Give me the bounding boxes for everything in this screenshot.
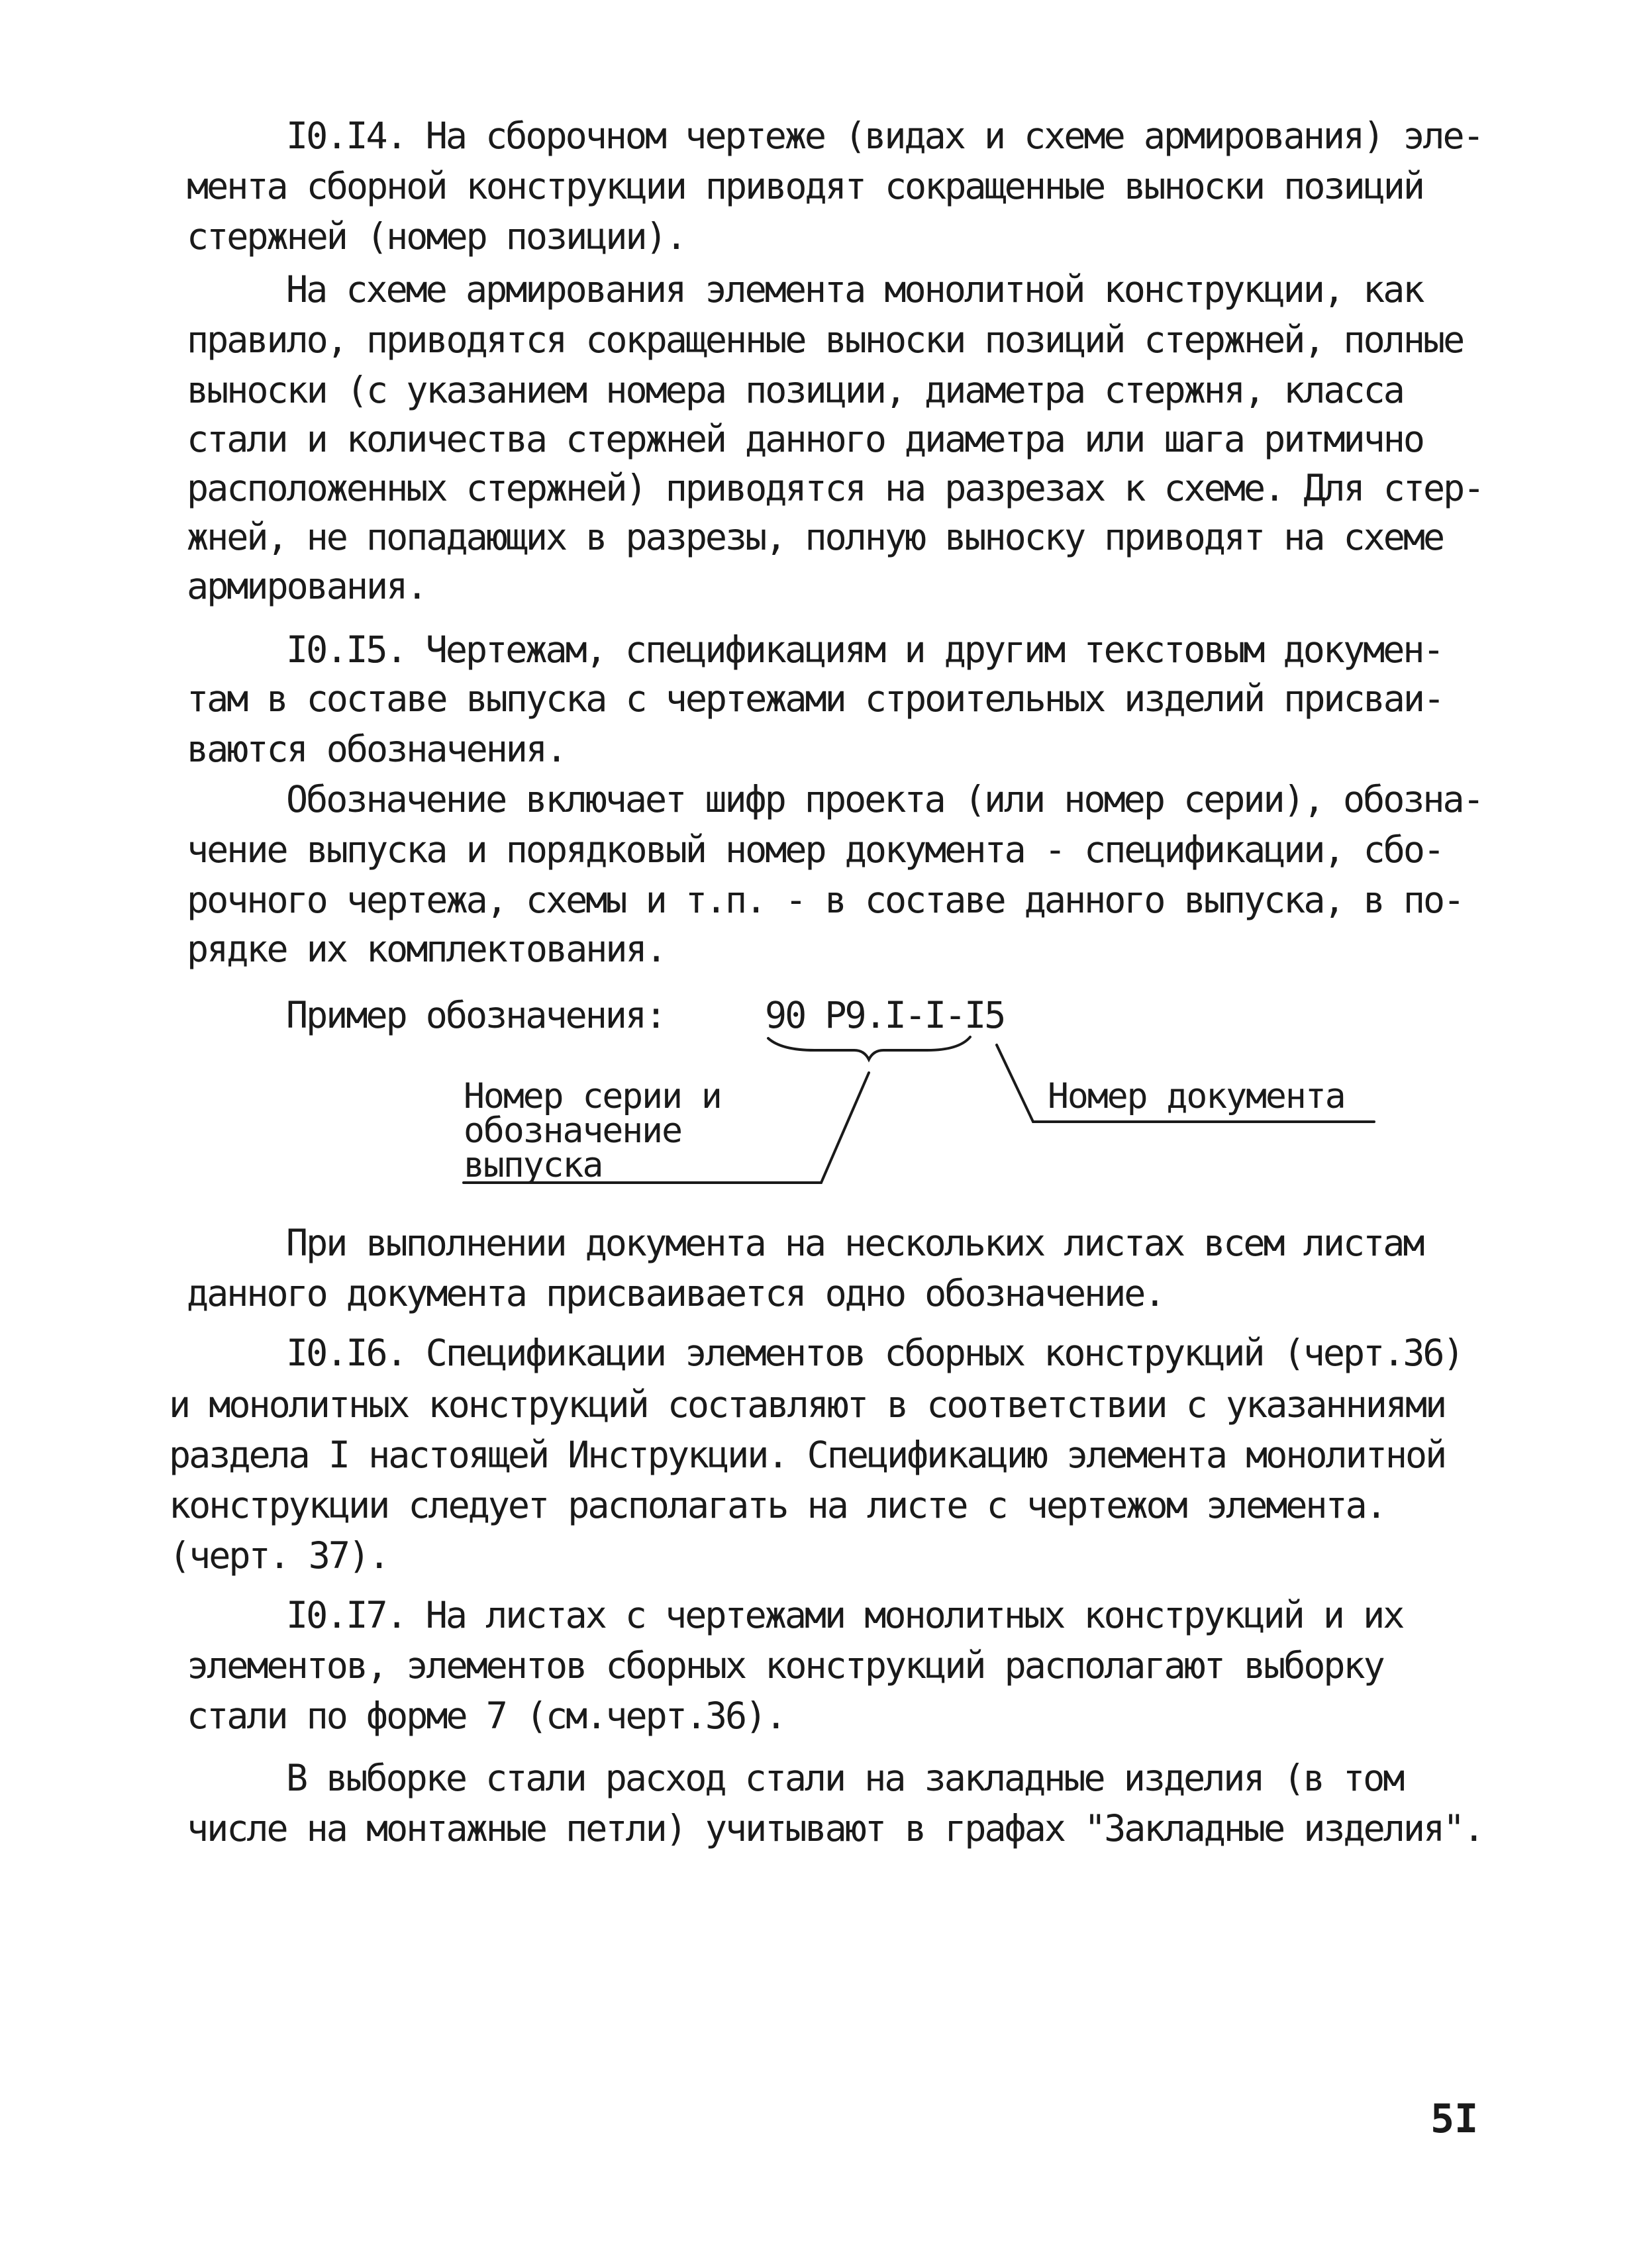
series-caption-line: Номер серии и <box>464 1076 721 1116</box>
text-line: армирования. <box>187 565 426 607</box>
text-line: I0.I7. На листах с чертежами монолитных конструкций и их <box>286 1594 1403 1636</box>
text-line: чение выпуска и порядковый номер документа - спецификации, сбо- <box>187 828 1444 871</box>
text-line: На схеме армирования элемента монолитной конструкции, как <box>286 268 1423 311</box>
text-line: стали и количества стержней данного диаметра или шага ритмично <box>187 418 1423 460</box>
text-line: стали по форме 7 (см.черт.36). <box>187 1695 785 1737</box>
text-line: элементов, элементов сборных конструкций располагают выборку <box>187 1644 1383 1687</box>
text-line: I0.I4. На сборочном чертеже (видах и схеме армирования) эле- <box>286 115 1483 157</box>
text-line: Обозначение включает шифр проекта (или номер серии), обозна- <box>286 778 1483 820</box>
example-label: Пример обозначения: <box>286 994 666 1036</box>
text-line: I0.I6. Спецификации элементов сборных конструкций (черт.36) <box>286 1332 1463 1374</box>
text-line: числе на монтажные петли) учитывают в графах "Закладные изделия". <box>187 1807 1483 1849</box>
text-line: правило, приводятся сокращенные выноски позиций стержней, полные <box>187 319 1464 361</box>
text-line: рочного чертежа, схемы и т.п. - в составе данного выпуска, в по- <box>187 879 1464 921</box>
text-line: мента сборной конструкции приводят сокращенные выноски позиций <box>187 165 1423 207</box>
example-code: 90 Р9.I-I-I5 <box>765 994 1005 1036</box>
text-line: жней, не попадающих в разрезы, полную выноску приводят на схеме <box>187 516 1444 558</box>
text-line: раздела I настоящей Инструкции. Спецификацию элемента монолитной <box>169 1434 1446 1476</box>
text-line: расположенных стержней) приводятся на разрезах к схеме. Для стер- <box>187 467 1483 509</box>
text-line: и монолитных конструкций составляют в соответствии с указанниями <box>169 1383 1446 1426</box>
text-line: выноски (с указанием номера позиции, диаметра стержня, класса <box>187 369 1403 411</box>
document-number-caption: Номер документа <box>1048 1076 1345 1116</box>
series-caption-line: выпуска <box>464 1145 603 1185</box>
text-line: там в составе выпуска с чертежами строительных изделий присваи- <box>187 677 1444 720</box>
text-line: (черт. 37). <box>169 1534 389 1577</box>
brace-line <box>768 1037 970 1060</box>
text-line: рядке их комплектования. <box>187 928 666 970</box>
text-line: стержней (номер позиции). <box>187 215 685 258</box>
series-caption-line: обозначение <box>464 1110 681 1151</box>
page-number: 5I <box>1430 2096 1479 2142</box>
text-line: В выборке стали расход стали на закладные изделия (в том <box>286 1757 1403 1799</box>
text-line: ваются обозначения. <box>187 728 566 770</box>
text-line: При выполнении документа на нескольких листах всем листам <box>286 1222 1423 1264</box>
text-line: данного документа присваивается одно обозначение. <box>187 1272 1164 1314</box>
text-line: I0.I5. Чертежам, спецификациям и другим текстовым докумен- <box>286 628 1443 671</box>
text-line: конструкции следует располагать на листе с чертежом элемента. <box>169 1484 1385 1526</box>
